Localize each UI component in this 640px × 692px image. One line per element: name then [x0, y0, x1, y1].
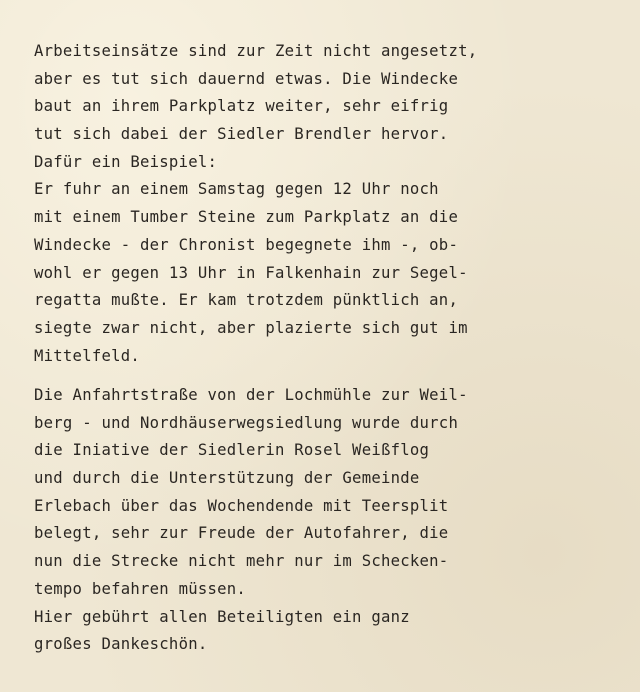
text-line: großes Dankeschön. — [34, 635, 208, 654]
paragraph-work-assignments — [34, 38, 634, 370]
text-line: Arbeitseinsätze sind zur Zeit nicht angesetzt, — [34, 42, 478, 60]
text-line: Die Anfahrtstraße von der Lochmühle zur Weil- — [34, 386, 468, 404]
text-line: belegt, sehr zur Freude der Autofahrer, die — [34, 524, 449, 543]
text-line: regatta mußte. Er kam trotzdem pünktlich an, — [34, 291, 459, 310]
text-line: Er fuhr an einem Samstag gegen 12 Uhr noch — [34, 180, 439, 199]
text-line: die Iniative der Siedlerin Rosel Weißflog — [34, 441, 430, 460]
text-line: tut sich dabei der Siedler Brendler hervor. — [34, 125, 449, 144]
text-line: wohl er gegen 13 Uhr in Falkenhain zur Segel- — [34, 263, 468, 282]
text-line: mit einem Tumber Steine zum Parkplatz an die — [34, 208, 459, 227]
text-line: Dafür ein Beispiel: — [34, 152, 218, 171]
text-line: Mittelfeld. — [34, 346, 141, 365]
text-line: Windecke - der Chronist begegnete ihm -, ob- — [34, 235, 459, 254]
text-line: aber es tut sich dauernd etwas. Die Windecke — [34, 69, 459, 88]
text-line: siegte zwar nicht, aber plazierte sich gut im — [34, 318, 468, 337]
text-line: baut an ihrem Parkplatz weiter, sehr eifrig — [34, 97, 449, 116]
text-line: nun die Strecke nicht mehr nur im Schecken- — [34, 552, 449, 571]
text-line: Hier gebührt allen Beteiligten ein ganz — [34, 607, 410, 626]
text-line: tempo befahren müssen. — [34, 579, 247, 598]
paragraph-road-surfacing — [34, 382, 634, 659]
text-line: berg - und Nordhäuserwegsiedlung wurde durch — [34, 413, 459, 432]
text-line: und durch die Unterstützung der Gemeinde — [34, 469, 420, 488]
text-line: Erlebach über das Wochendende mit Teersplit — [34, 496, 449, 515]
